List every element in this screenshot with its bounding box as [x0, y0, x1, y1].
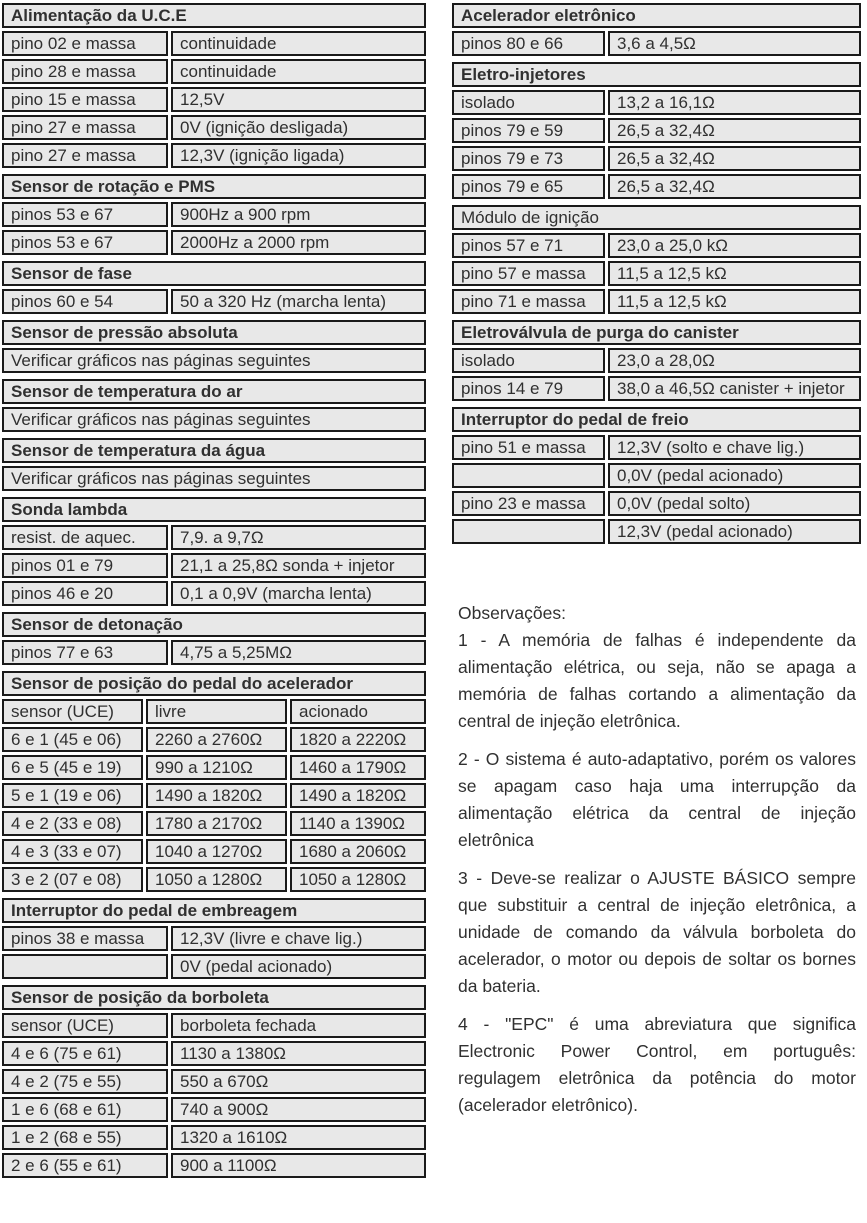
table-row: [452, 519, 861, 544]
table-section: [2, 612, 426, 665]
table-section: [2, 3, 426, 168]
table-row: [452, 146, 861, 171]
table-cell: pinos 80 e 66: [452, 31, 605, 56]
column-header-cell: sensor (UCE): [2, 699, 143, 724]
table-cell: [452, 519, 605, 544]
table-section: [2, 438, 426, 491]
table-header-row: [452, 205, 861, 230]
table-row: [2, 954, 426, 979]
left-column: [2, 3, 426, 1223]
table-row: [2, 31, 426, 56]
table-title: Sensor de pressão absoluta: [2, 320, 426, 345]
table-cell: pinos 60 e 54: [2, 289, 168, 314]
table-cell: pinos 14 e 79: [452, 376, 605, 401]
table-header-row: [2, 497, 426, 522]
table-cell: 12,3V (solto e chave lig.): [608, 435, 861, 460]
table-cell: 1320 a 1610Ω: [171, 1125, 426, 1150]
table-title: Sensor de fase: [2, 261, 426, 286]
table-cell: pinos 79 e 65: [452, 174, 605, 199]
table-row: [2, 640, 426, 665]
column-header-cell: sensor (UCE): [2, 1013, 168, 1038]
table-row: [2, 1097, 426, 1122]
table-cell: 0,1 a 0,9V (marcha lenta): [171, 581, 426, 606]
table-cell: isolado: [452, 90, 605, 115]
table-cell: 26,5 a 32,4Ω: [608, 174, 861, 199]
table-cell: 550 a 670Ω: [171, 1069, 426, 1094]
table-row: [2, 867, 426, 892]
table-cell: 0,0V (pedal acionado): [608, 463, 861, 488]
table-section: [2, 320, 426, 373]
table-section: [452, 62, 861, 199]
table-row: [2, 811, 426, 836]
table-row: [2, 202, 426, 227]
table-row: [2, 115, 426, 140]
table-row: [2, 727, 426, 752]
table-header-row: [2, 671, 426, 696]
table-cell: 1130 a 1380Ω: [171, 1041, 426, 1066]
table-section: [2, 671, 426, 892]
table-header-row: [2, 320, 426, 345]
table-cell: 12,3V (pedal acionado): [608, 519, 861, 544]
table-cell: 4 e 2 (75 e 55): [2, 1069, 168, 1094]
table-row: [452, 90, 861, 115]
table-cell: 2 e 6 (55 e 61): [2, 1153, 168, 1178]
table-cell: 0V (ignição desligada): [171, 115, 426, 140]
table-row: [2, 289, 426, 314]
table-cell: 1490 a 1820Ω: [290, 783, 426, 808]
notes-title: Observações:: [458, 603, 566, 623]
table-section: [452, 320, 861, 401]
table-title: Sensor de temperatura do ar: [2, 379, 426, 404]
table-cell: 900 a 1100Ω: [171, 1153, 426, 1178]
table-cell: 12,3V (ignição ligada): [171, 143, 426, 168]
note-paragraph: 2 - O sistema é auto-adaptativo, porém os valores se apagam caso haja uma interrupção da alimentação elétrica da central de injeção eletrônica: [458, 749, 856, 850]
table-cell: pino 02 e massa: [2, 31, 168, 56]
table-cell: 23,0 a 25,0 kΩ: [608, 233, 861, 258]
table-header-row: [452, 407, 861, 432]
table-cell: 1820 a 2220Ω: [290, 727, 426, 752]
column-header-cell: borboleta fechada: [171, 1013, 426, 1038]
table-cell: 12,3V (livre e chave lig.): [171, 926, 426, 951]
table-cell: Verificar gráficos nas páginas seguintes: [2, 348, 426, 373]
right-tables: [452, 3, 861, 544]
table-row: [2, 230, 426, 255]
table-cell: 4 e 2 (33 e 08): [2, 811, 143, 836]
table-cell: 4,75 a 5,25MΩ: [171, 640, 426, 665]
table-row: [2, 466, 426, 491]
table-header-row: [452, 3, 861, 28]
table-row: [2, 407, 426, 432]
table-cell: 11,5 a 12,5 kΩ: [608, 289, 861, 314]
table-cell: pinos 53 e 67: [2, 202, 168, 227]
table-header-row: [2, 379, 426, 404]
table-cell: pinos 57 e 71: [452, 233, 605, 258]
table-cell: 0V (pedal acionado): [171, 954, 426, 979]
table-cell: 740 a 900Ω: [171, 1097, 426, 1122]
table-section: [2, 174, 426, 255]
table-cell: 3 e 2 (07 e 08): [2, 867, 143, 892]
table-header-row: [2, 261, 426, 286]
table-cell: 1780 a 2170Ω: [146, 811, 287, 836]
table-cell: pino 27 e massa: [2, 143, 168, 168]
table-title: Eletroválvula de purga do canister: [452, 320, 861, 345]
table-cell: 4 e 3 (33 e 07): [2, 839, 143, 864]
table-section: [452, 407, 861, 544]
column-header-cell: livre: [146, 699, 287, 724]
table-title: Sonda lambda: [2, 497, 426, 522]
table-header-row: [2, 438, 426, 463]
table-cell: pinos 77 e 63: [2, 640, 168, 665]
table-title: Sensor de posição da borboleta: [2, 985, 426, 1010]
table-title: Interruptor do pedal de embreagem: [2, 898, 426, 923]
table-cell: resist. de aquec.: [2, 525, 168, 550]
column-header-cell: acionado: [290, 699, 426, 724]
table-title: Sensor de detonação: [2, 612, 426, 637]
table-cell: 2000Hz a 2000 rpm: [171, 230, 426, 255]
table-cell: pino 15 e massa: [2, 87, 168, 112]
table-cell: [452, 463, 605, 488]
table-header-row: [2, 3, 426, 28]
column-header-row: [2, 1013, 426, 1038]
table-section: [2, 497, 426, 606]
table-row: [452, 31, 861, 56]
table-cell: 5 e 1 (19 e 06): [2, 783, 143, 808]
table-cell: [2, 954, 168, 979]
table-cell: pino 71 e massa: [452, 289, 605, 314]
table-cell: 990 a 1210Ω: [146, 755, 287, 780]
table-cell: Verificar gráficos nas páginas seguintes: [2, 407, 426, 432]
table-cell: 7,9. a 9,7Ω: [171, 525, 426, 550]
note-paragraph: 4 - "EPC" é uma abreviatura que significa Electronic Power Control, em português: regulagem eletrônica da potência do motor (acelerador eletrônico).: [458, 1014, 856, 1115]
table-cell: pinos 79 e 73: [452, 146, 605, 171]
table-cell: continuidade: [171, 59, 426, 84]
table-cell: isolado: [452, 348, 605, 373]
table-row: [2, 1125, 426, 1150]
table-cell: 1050 a 1280Ω: [146, 867, 287, 892]
table-cell: pinos 79 e 59: [452, 118, 605, 143]
column-header-row: [2, 699, 426, 724]
table-header-row: [2, 612, 426, 637]
table-row: [2, 783, 426, 808]
table-row: [2, 348, 426, 373]
table-cell: pinos 38 e massa: [2, 926, 168, 951]
table-row: [2, 1069, 426, 1094]
table-cell: pino 27 e massa: [2, 115, 168, 140]
table-cell: 12,5V: [171, 87, 426, 112]
table-cell: 3,6 a 4,5Ω: [608, 31, 861, 56]
table-row: [2, 1153, 426, 1178]
table-cell: 6 e 1 (45 e 06): [2, 727, 143, 752]
table-title: Módulo de ignição: [452, 205, 861, 230]
table-row: [2, 525, 426, 550]
table-header-row: [452, 62, 861, 87]
table-row: [452, 233, 861, 258]
table-section: [2, 379, 426, 432]
table-row: [452, 376, 861, 401]
table-row: [2, 926, 426, 951]
note-paragraph: 1 - A memória de falhas é independente da alimentação elétrica, ou seja, não se apaga a memória de falhas cortando a alimentação da central de injeção eletrônica.: [458, 630, 856, 731]
notes-section: [452, 600, 856, 1119]
table-row: [2, 553, 426, 578]
table-cell: 1490 a 1820Ω: [146, 783, 287, 808]
table-section: [452, 205, 861, 314]
table-row: [452, 435, 861, 460]
table-header-row: [2, 985, 426, 1010]
table-cell: 26,5 a 32,4Ω: [608, 146, 861, 171]
table-row: [2, 755, 426, 780]
table-row: [2, 143, 426, 168]
table-section: [2, 985, 426, 1178]
table-cell: 1 e 2 (68 e 55): [2, 1125, 168, 1150]
note-paragraph: 3 - Deve-se realizar o AJUSTE BÁSICO sempre que substituir a central de injeção eletrônica, a unidade de comando da válvula borboleta do acelerador, o motor ou depois de soltar os bornes da bateria.: [458, 868, 856, 996]
table-cell: 6 e 5 (45 e 19): [2, 755, 143, 780]
table-cell: pino 57 e massa: [452, 261, 605, 286]
table-row: [452, 261, 861, 286]
table-row: [452, 463, 861, 488]
table-cell: 1050 a 1280Ω: [290, 867, 426, 892]
table-row: [2, 839, 426, 864]
table-row: [452, 118, 861, 143]
table-title: Acelerador eletrônico: [452, 3, 861, 28]
table-row: [452, 348, 861, 373]
table-cell: 2260 a 2760Ω: [146, 727, 287, 752]
table-cell: 50 a 320 Hz (marcha lenta): [171, 289, 426, 314]
table-row: [2, 87, 426, 112]
table-cell: 1460 a 1790Ω: [290, 755, 426, 780]
table-cell: 1680 a 2060Ω: [290, 839, 426, 864]
table-cell: Verificar gráficos nas páginas seguintes: [2, 466, 426, 491]
table-title: Alimentação da U.C.E: [2, 3, 426, 28]
table-cell: pino 51 e massa: [452, 435, 605, 460]
table-title: Eletro-injetores: [452, 62, 861, 87]
table-row: [2, 1041, 426, 1066]
table-row: [2, 581, 426, 606]
table-cell: 1040 a 1270Ω: [146, 839, 287, 864]
table-header-row: [2, 174, 426, 199]
table-header-row: [2, 898, 426, 923]
table-cell: 11,5 a 12,5 kΩ: [608, 261, 861, 286]
table-cell: 4 e 6 (75 e 61): [2, 1041, 168, 1066]
table-section: [2, 261, 426, 314]
table-cell: 900Hz a 900 rpm: [171, 202, 426, 227]
table-cell: continuidade: [171, 31, 426, 56]
table-section: [452, 3, 861, 56]
table-cell: 26,5 a 32,4Ω: [608, 118, 861, 143]
table-row: [452, 289, 861, 314]
table-title: Sensor de temperatura da água: [2, 438, 426, 463]
table-header-row: [452, 320, 861, 345]
table-cell: 13,2 a 16,1Ω: [608, 90, 861, 115]
table-cell: 38,0 a 46,5Ω canister + injetor: [608, 376, 861, 401]
table-cell: pino 23 e massa: [452, 491, 605, 516]
table-cell: 1 e 6 (68 e 61): [2, 1097, 168, 1122]
table-cell: pinos 53 e 67: [2, 230, 168, 255]
right-column: [452, 3, 861, 1223]
table-row: [452, 491, 861, 516]
table-cell: pinos 01 e 79: [2, 553, 168, 578]
table-cell: 23,0 a 28,0Ω: [608, 348, 861, 373]
table-cell: pino 28 e massa: [2, 59, 168, 84]
table-title: Sensor de posição do pedal do acelerador: [2, 671, 426, 696]
table-cell: 21,1 a 25,8Ω sonda + injetor: [171, 553, 426, 578]
table-title: Interruptor do pedal de freio: [452, 407, 861, 432]
table-row: [452, 174, 861, 199]
table-title: Sensor de rotação e PMS: [2, 174, 426, 199]
table-cell: pinos 46 e 20: [2, 581, 168, 606]
table-section: [2, 898, 426, 979]
table-cell: 0,0V (pedal solto): [608, 491, 861, 516]
table-cell: 1140 a 1390Ω: [290, 811, 426, 836]
table-row: [2, 59, 426, 84]
